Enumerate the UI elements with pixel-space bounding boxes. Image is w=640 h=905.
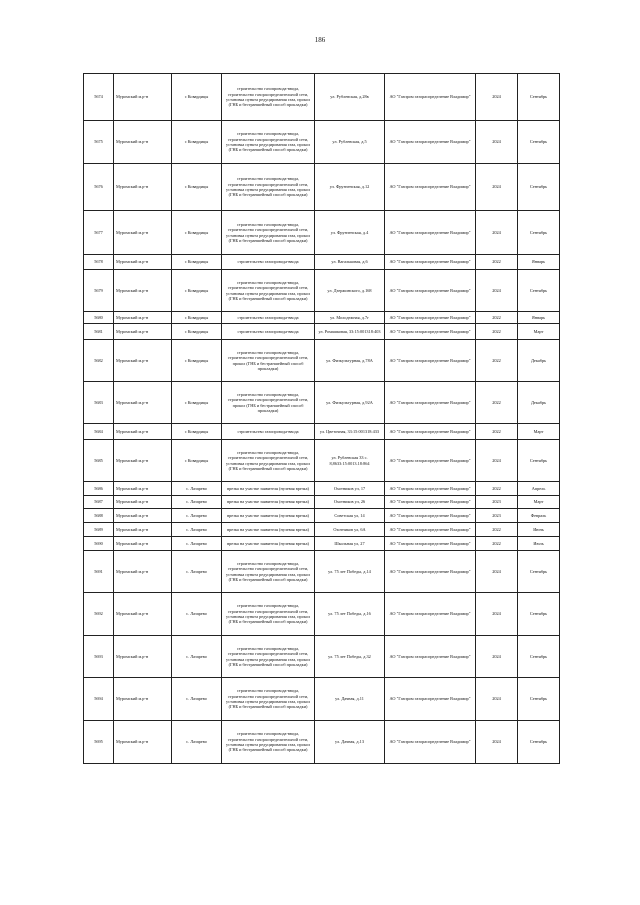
work-type-cell: врезка на участке заявителя (нулевая врезка) bbox=[222, 509, 315, 523]
year-cell: 2022 bbox=[476, 523, 518, 537]
work-type-cell: строительство газопровода-ввода, строительство газораспределительной сети, установка пункта редуцирования газа, прокол (ГНБ и бестраншейный способ прокладки) bbox=[222, 121, 315, 164]
table-row bbox=[84, 255, 560, 270]
table-row bbox=[84, 537, 560, 551]
year-cell: 2023 bbox=[476, 496, 518, 509]
table-row bbox=[84, 164, 560, 211]
locality-cell: с Ковардицы bbox=[172, 211, 222, 255]
locality-cell: с. Лазарево bbox=[172, 678, 222, 721]
work-type-cell: строительство газопровода-ввода, строительство газораспределительной сети, установка пункта редуцирования газа, прокол (ГНБ и бестраншейный способ прокладки) bbox=[222, 440, 315, 482]
year-cell: 2024 bbox=[476, 593, 518, 636]
month-cell: Апрель bbox=[518, 482, 560, 496]
year-cell: 2022 bbox=[476, 537, 518, 551]
district-cell: Муромский м.р-н bbox=[114, 382, 172, 424]
row-number: 5689 bbox=[84, 523, 114, 537]
work-type-cell: строительство газопровода-ввода, строительство газораспределительной сети, установка пункта редуцирования газа, прокол (ГНБ и бестраншейный способ прокладки) bbox=[222, 270, 315, 312]
organization-cell: АО "Газпром газораспределение Владимир" bbox=[385, 440, 476, 482]
month-cell: Сентябрь bbox=[518, 164, 560, 211]
address-cell: ул. 75 лет Победы, д.14 bbox=[315, 551, 385, 593]
month-cell: Июль bbox=[518, 537, 560, 551]
organization-cell: АО "Газпром газораспределение Владимир" bbox=[385, 509, 476, 523]
district-cell: Муромский м.р-н bbox=[114, 74, 172, 121]
year-cell: 2022 bbox=[476, 340, 518, 382]
table-row bbox=[84, 636, 560, 678]
month-cell: Июнь bbox=[518, 523, 560, 537]
year-cell: 2022 bbox=[476, 255, 518, 270]
organization-cell: АО "Газпром газораспределение Владимир" bbox=[385, 382, 476, 424]
table-row bbox=[84, 74, 560, 121]
row-number: 5676 bbox=[84, 164, 114, 211]
work-type-cell: строительство газопровода-ввода bbox=[222, 255, 315, 270]
row-number: 5681 bbox=[84, 324, 114, 340]
row-number: 5691 bbox=[84, 551, 114, 593]
table-row bbox=[84, 312, 560, 324]
organization-cell: АО "Газпром газораспределение Владимир" bbox=[385, 523, 476, 537]
table-row bbox=[84, 424, 560, 440]
address-cell: ул. 75 лет Победы, д.32 bbox=[315, 636, 385, 678]
row-number: 5679 bbox=[84, 270, 114, 312]
table-row bbox=[84, 721, 560, 764]
table-row bbox=[84, 678, 560, 721]
organization-cell: АО "Газпром газораспределение Владимир" bbox=[385, 164, 476, 211]
month-cell: Сентябрь bbox=[518, 636, 560, 678]
district-cell: Муромский м.р-н bbox=[114, 440, 172, 482]
table-row bbox=[84, 324, 560, 340]
page-number: 186 bbox=[314, 36, 326, 44]
locality-cell: с. Лазарево bbox=[172, 509, 222, 523]
year-cell: 2024 bbox=[476, 121, 518, 164]
address-cell: Охотников ул, 26 bbox=[315, 496, 385, 509]
address-cell: ул. Физкультурная, д.92А bbox=[315, 382, 385, 424]
work-type-cell: строительство газопровода-ввода, строительство газораспределительной сети, установка пункта редуцирования газа, прокол (ГНБ и бестраншейный способ прокладки) bbox=[222, 211, 315, 255]
address-cell: ул. Дачная, д.13 bbox=[315, 721, 385, 764]
organization-cell: АО "Газпром газораспределение Владимир" bbox=[385, 270, 476, 312]
month-cell: Сентябрь bbox=[518, 440, 560, 482]
year-cell: 2022 bbox=[476, 324, 518, 340]
work-type-cell: строительство газопровода-ввода, строительство газораспределительной сети, установка пункта редуцирования газа, прокол (ГНБ и бестраншейный способ прокладки) bbox=[222, 551, 315, 593]
table-row bbox=[84, 440, 560, 482]
table-row bbox=[84, 523, 560, 537]
organization-cell: АО "Газпром газораспределение Владимир" bbox=[385, 312, 476, 324]
gasification-registry-table bbox=[83, 73, 560, 764]
work-type-cell: строительство газопровода-ввода, строительство газораспределительной сети, установка пункта редуцирования газа, прокол (ГНБ и бестраншейный способ прокладки) bbox=[222, 721, 315, 764]
locality-cell: с Ковардицы bbox=[172, 164, 222, 211]
address-cell: ул. Рублевская 33 с. 8,8633:15:0013.18:864 bbox=[315, 440, 385, 482]
year-cell: 2022 bbox=[476, 424, 518, 440]
district-cell: Муромский м.р-н bbox=[114, 270, 172, 312]
district-cell: Муромский м.р-н bbox=[114, 340, 172, 382]
table-row bbox=[84, 340, 560, 382]
organization-cell: АО "Газпром газораспределение Владимир" bbox=[385, 636, 476, 678]
organization-cell: АО "Газпром газораспределение Владимир" bbox=[385, 74, 476, 121]
district-cell: Муромский м.р-н bbox=[114, 678, 172, 721]
locality-cell: с Ковардицы bbox=[172, 424, 222, 440]
organization-cell: АО "Газпром газораспределение Владимир" bbox=[385, 340, 476, 382]
address-cell: ул. Фрунзенская, д.12 bbox=[315, 164, 385, 211]
month-cell: Март bbox=[518, 424, 560, 440]
year-cell: 2024 bbox=[476, 721, 518, 764]
district-cell: Муромский м.р-н bbox=[114, 551, 172, 593]
row-number: 5680 bbox=[84, 312, 114, 324]
work-type-cell: строительство газопровода-ввода, строительство газораспределительной сети, прокол (ГНБ и бестраншейный способ прокладки) bbox=[222, 340, 315, 382]
organization-cell: АО "Газпром газораспределение Владимир" bbox=[385, 551, 476, 593]
district-cell: Муромский м.р-н bbox=[114, 636, 172, 678]
year-cell: 2024 bbox=[476, 440, 518, 482]
work-type-cell: врезка на участке заявителя (нулевая врезка) bbox=[222, 496, 315, 509]
table-row bbox=[84, 496, 560, 509]
row-number: 5686 bbox=[84, 482, 114, 496]
month-cell: Сентябрь bbox=[518, 270, 560, 312]
table-row bbox=[84, 121, 560, 164]
locality-cell: с Ковардицы bbox=[172, 270, 222, 312]
organization-cell: АО "Газпром газораспределение Владимир" bbox=[385, 678, 476, 721]
registry-body bbox=[84, 74, 560, 764]
locality-cell: с. Лазарево bbox=[172, 636, 222, 678]
work-type-cell: врезка на участке заявителя (нулевая врезка) bbox=[222, 482, 315, 496]
work-type-cell: врезка на участке заявителя (нулевая врезка) bbox=[222, 537, 315, 551]
year-cell: 2024 bbox=[476, 74, 518, 121]
table-row bbox=[84, 270, 560, 312]
address-cell: ул. Молодежная, д.7г bbox=[315, 312, 385, 324]
work-type-cell: врезка на участке заявителя (нулевая врезка) bbox=[222, 523, 315, 537]
year-cell: 2022 bbox=[476, 312, 518, 324]
district-cell: Муромский м.р-н bbox=[114, 482, 172, 496]
year-cell: 2024 bbox=[476, 164, 518, 211]
address-cell: ул. Ромашковая, 33:15:001318:403 bbox=[315, 324, 385, 340]
year-cell: 2022 bbox=[476, 482, 518, 496]
locality-cell: с Ковардицы bbox=[172, 340, 222, 382]
work-type-cell: строительство газопровода-ввода bbox=[222, 324, 315, 340]
organization-cell: АО "Газпром газораспределение Владимир" bbox=[385, 255, 476, 270]
work-type-cell: строительство газопровода-ввода, строительство газораспределительной сети, установка пункта редуцирования газа, прокол (ГНБ и бестраншейный способ прокладки) bbox=[222, 678, 315, 721]
row-number: 5678 bbox=[84, 255, 114, 270]
organization-cell: АО "Газпром газораспределение Владимир" bbox=[385, 211, 476, 255]
month-cell: Март bbox=[518, 496, 560, 509]
district-cell: Муромский м.р-н bbox=[114, 721, 172, 764]
locality-cell: с. Лазарево bbox=[172, 523, 222, 537]
month-cell: Март bbox=[518, 324, 560, 340]
row-number: 5677 bbox=[84, 211, 114, 255]
locality-cell: с Ковардицы bbox=[172, 312, 222, 324]
work-type-cell: строительство газопровода-ввода, строительство газораспределительной сети, установка пункта редуцирования газа, прокол (ГНБ и бестраншейный способ прокладки) bbox=[222, 593, 315, 636]
district-cell: Муромский м.р-н bbox=[114, 121, 172, 164]
month-cell: Февраль bbox=[518, 509, 560, 523]
table-row bbox=[84, 211, 560, 255]
district-cell: Муромский м.р-н bbox=[114, 496, 172, 509]
work-type-cell: строительство газопровода-ввода, строительство газораспределительной сети, установка пункта редуцирования газа, прокол (ГНБ и бестраншейный способ прокладки) bbox=[222, 74, 315, 121]
district-cell: Муромский м.р-н bbox=[114, 324, 172, 340]
address-cell: ул. Рублевская, д.28в bbox=[315, 74, 385, 121]
year-cell: 2024 bbox=[476, 636, 518, 678]
address-cell: ул. Дзержинского, д.168 bbox=[315, 270, 385, 312]
district-cell: Муромский м.р-н bbox=[114, 509, 172, 523]
locality-cell: с Ковардицы bbox=[172, 121, 222, 164]
year-cell: 2024 bbox=[476, 270, 518, 312]
month-cell: Сентябрь bbox=[518, 121, 560, 164]
district-cell: Муромский м.р-н bbox=[114, 523, 172, 537]
row-number: 5684 bbox=[84, 424, 114, 440]
row-number: 5688 bbox=[84, 509, 114, 523]
row-number: 5690 bbox=[84, 537, 114, 551]
district-cell: Муромский м.р-н bbox=[114, 593, 172, 636]
district-cell: Муромский м.р-н bbox=[114, 537, 172, 551]
locality-cell: с Ковардицы bbox=[172, 440, 222, 482]
district-cell: Муромский м.р-н bbox=[114, 255, 172, 270]
table-row bbox=[84, 593, 560, 636]
table-row bbox=[84, 551, 560, 593]
locality-cell: с. Лазарево bbox=[172, 537, 222, 551]
year-cell: 2023 bbox=[476, 509, 518, 523]
row-number: 5682 bbox=[84, 340, 114, 382]
year-cell: 2024 bbox=[476, 211, 518, 255]
organization-cell: АО "Газпром газораспределение Владимир" bbox=[385, 324, 476, 340]
locality-cell: с Ковардицы bbox=[172, 382, 222, 424]
address-cell: ул. Цветочная, 33:15:001318:433 bbox=[315, 424, 385, 440]
row-number: 5674 bbox=[84, 74, 114, 121]
locality-cell: с. Лазарево bbox=[172, 482, 222, 496]
address-cell: Охотников ул, 17 bbox=[315, 482, 385, 496]
district-cell: Муромский м.р-н bbox=[114, 312, 172, 324]
month-cell: Сентябрь bbox=[518, 721, 560, 764]
organization-cell: АО "Газпром газораспределение Владимир" bbox=[385, 721, 476, 764]
row-number: 5693 bbox=[84, 636, 114, 678]
work-type-cell: строительство газопровода-ввода bbox=[222, 312, 315, 324]
year-cell: 2024 bbox=[476, 678, 518, 721]
work-type-cell: строительство газопровода-ввода bbox=[222, 424, 315, 440]
month-cell: Декабрь bbox=[518, 340, 560, 382]
row-number: 5675 bbox=[84, 121, 114, 164]
locality-cell: с Ковардицы bbox=[172, 324, 222, 340]
address-cell: Школьная ул, 27 bbox=[315, 537, 385, 551]
organization-cell: АО "Газпром газораспределение Владимир" bbox=[385, 496, 476, 509]
year-cell: 2022 bbox=[476, 382, 518, 424]
address-cell: ул. Дачная, д.11 bbox=[315, 678, 385, 721]
organization-cell: АО "Газпром газораспределение Владимир" bbox=[385, 424, 476, 440]
district-cell: Муромский м.р-н bbox=[114, 164, 172, 211]
organization-cell: АО "Газпром газораспределение Владимир" bbox=[385, 482, 476, 496]
year-cell: 2024 bbox=[476, 551, 518, 593]
organization-cell: АО "Газпром газораспределение Владимир" bbox=[385, 593, 476, 636]
address-cell: ул. Физкультурная, д.78А bbox=[315, 340, 385, 382]
district-cell: Муромский м.р-н bbox=[114, 424, 172, 440]
table-row bbox=[84, 482, 560, 496]
address-cell: ул. Фрунзенская, д.4 bbox=[315, 211, 385, 255]
row-number: 5683 bbox=[84, 382, 114, 424]
month-cell: Декабрь bbox=[518, 382, 560, 424]
work-type-cell: строительство газопровода-ввода, строительство газораспределительной сети, установка пункта редуцирования газа, прокол (ГНБ и бестраншейный способ прокладки) bbox=[222, 164, 315, 211]
month-cell: Январь bbox=[518, 312, 560, 324]
row-number: 5694 bbox=[84, 678, 114, 721]
month-cell: Сентябрь bbox=[518, 551, 560, 593]
locality-cell: с. Лазарево bbox=[172, 551, 222, 593]
table-row bbox=[84, 382, 560, 424]
address-cell: Советская ул, 14 bbox=[315, 509, 385, 523]
address-cell: ул. 75 лет Победы, д.16 bbox=[315, 593, 385, 636]
district-cell: Муромский м.р-н bbox=[114, 211, 172, 255]
month-cell: Сентябрь bbox=[518, 678, 560, 721]
row-number: 5687 bbox=[84, 496, 114, 509]
locality-cell: с Ковардицы bbox=[172, 255, 222, 270]
organization-cell: АО "Газпром газораспределение Владимир" bbox=[385, 537, 476, 551]
month-cell: Сентябрь bbox=[518, 593, 560, 636]
address-cell: ул. Рублевская, д.5 bbox=[315, 121, 385, 164]
month-cell: Сентябрь bbox=[518, 211, 560, 255]
row-number: 5692 bbox=[84, 593, 114, 636]
row-number: 5685 bbox=[84, 440, 114, 482]
table-row bbox=[84, 509, 560, 523]
work-type-cell: строительство газопровода-ввода, строительство газораспределительной сети, прокол (ГНБ и бестраншейный способ прокладки) bbox=[222, 382, 315, 424]
address-cell: ул. Вагальковая, д.6 bbox=[315, 255, 385, 270]
locality-cell: с Ковардицы bbox=[172, 74, 222, 121]
row-number: 5695 bbox=[84, 721, 114, 764]
organization-cell: АО "Газпром газораспределение Владимир" bbox=[385, 121, 476, 164]
locality-cell: с. Лазарево bbox=[172, 496, 222, 509]
month-cell: Сентябрь bbox=[518, 74, 560, 121]
work-type-cell: строительство газопровода-ввода, строительство газораспределительной сети, установка пункта редуцирования газа, прокол (ГНБ и бестраншейный способ прокладки) bbox=[222, 636, 315, 678]
address-cell: Охотников ул, 6А bbox=[315, 523, 385, 537]
locality-cell: с. Лазарево bbox=[172, 593, 222, 636]
locality-cell: с. Лазарево bbox=[172, 721, 222, 764]
month-cell: Январь bbox=[518, 255, 560, 270]
